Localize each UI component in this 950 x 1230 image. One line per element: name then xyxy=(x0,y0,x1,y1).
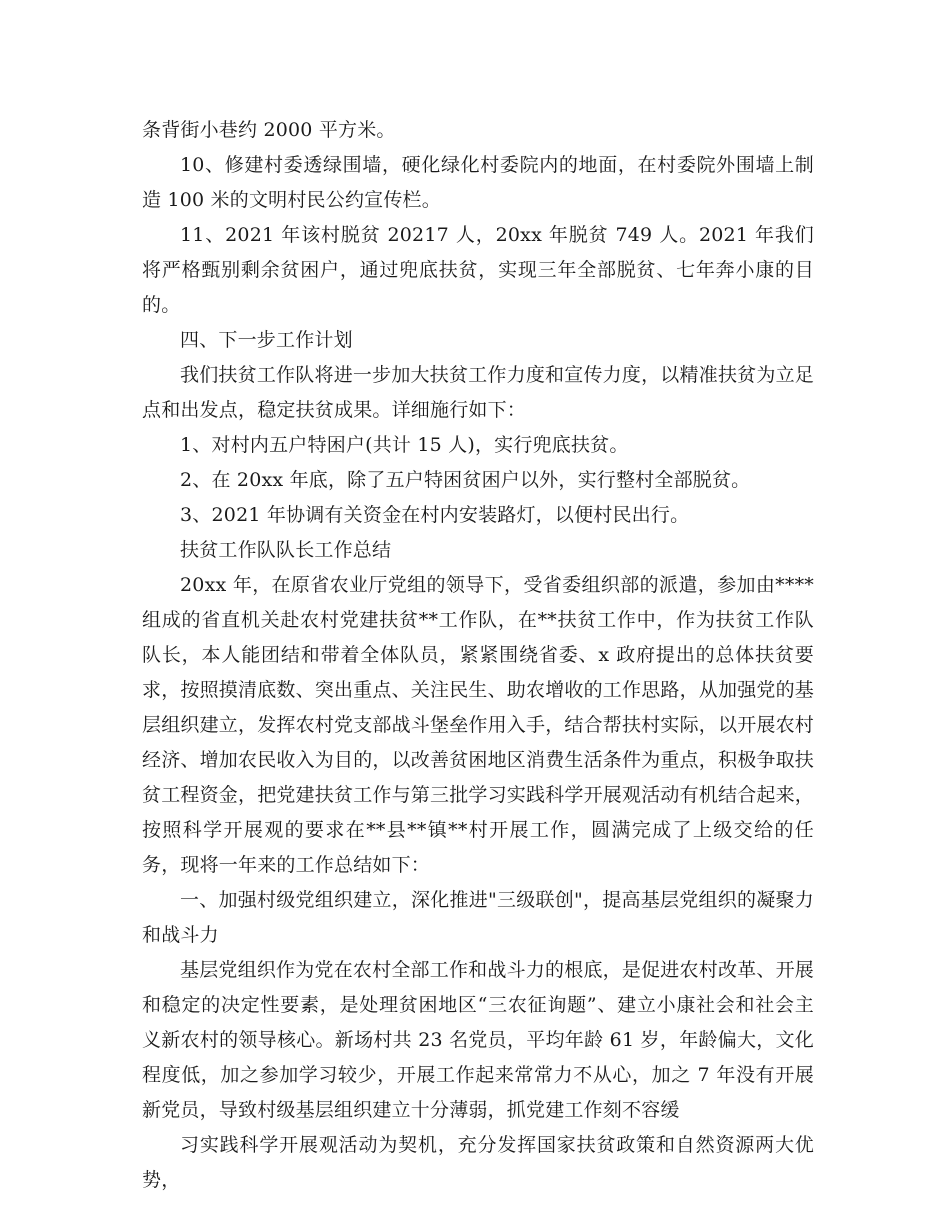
list-item: 1、对村内五户特困户(共计 15 人)，实行兜底扶贫。 xyxy=(180,434,629,456)
section-heading: 一、加强村级党组织建立，深化推进"三级联创"，提高基层党组织的凝聚力和战斗力 xyxy=(142,889,814,946)
paragraph: 基层党组织作为党在农村全部工作和战斗力的根底，是促进农村改革、开展和稳定的决定性要素，是处理贫困地区“三农征询题”、建立小康社会和社会主义新农村的领导核心。新场村共 23 名党员，平均年龄 61 岁，年龄偏大，文化程度低，加之参加学习较少，开展工作起来常常力不从心，加之 7 年没有开展新党员，导致村级基层组织建立十分薄弱，抓党建工作刻不容缓 xyxy=(142,959,814,1121)
list-item: 3、2021 年协调有关资金在村内安装路灯，以便村民出行。 xyxy=(180,504,690,526)
paragraph: 我们扶贫工作队将进一步加大扶贫工作力度和宣传力度，以精准扶贫为立足点和出发点，稳定扶贫成果。详细施行如下： xyxy=(142,364,814,421)
paragraph: 20xx 年，在原省农业厅党组的领导下，受省委组织部的派遣，参加由****组成的省直机关赴农村党建扶贫**工作队，在**扶贫工作中，作为扶贫工作队队长，本人能团结和带着全体队员，紧紧围绕省委、x 政府提出的总体扶贫要求，按照摸清底数、突出重点、关注民生、助农增收的工作思路，从加强党的基层组织建立，发挥农村党支部战斗堡垒作用入手，结合帮扶村实际，以开展农村经济、增加农民收入为目的，以改善贫困地区消费生活条件为重点，积极争取扶贫工程资金，把党建扶贫工作与第三批学习实践科学开展观活动有机结合起来，按照科学开展观的要求在**县**镇**村开展工作，圆满完成了上级交给的任务，现将一年来的工作总结如下： xyxy=(142,574,815,876)
paragraph: 条背街小巷约 2000 平方米。 xyxy=(142,119,396,141)
document-body xyxy=(142,113,814,1198)
paragraph: 10、修建村委透绿围墙，硬化绿化村委院内的地面，在村委院外围墙上制造 100 米的文明村民公约宣传栏。 xyxy=(142,154,814,211)
paragraph: 11、2021 年该村脱贫 20217 人，20xx 年脱贫 749 人。2021 年我们将严格甄别剩余贫困户，通过兜底扶贫，实现三年全部脱贫、七年奔小康的目的。 xyxy=(142,224,814,316)
list-item: 2、在 20xx 年底，除了五户特困贫困户以外，实行整村全部脱贫。 xyxy=(180,469,751,491)
section-heading: 四、下一步工作计划 xyxy=(180,329,353,351)
paragraph: 习实践科学开展观活动为契机，充分发挥国家扶贫政策和自然资源两大优势， xyxy=(142,1134,814,1191)
document-title: 扶贫工作队队长工作总结 xyxy=(180,539,392,561)
